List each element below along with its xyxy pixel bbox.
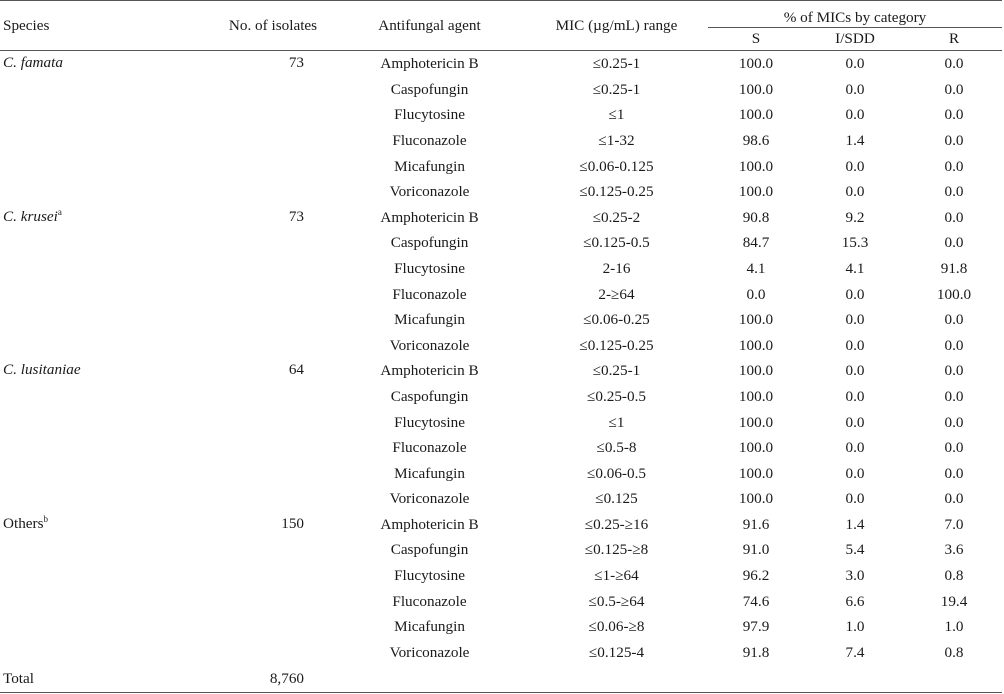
species-name: C. lusitaniae xyxy=(3,361,81,379)
mic-range-cell: ≤0.125-0.25 xyxy=(579,183,654,201)
percent-i-sdd-cell: 1.4 xyxy=(845,515,865,533)
percent-r-cell: 1.0 xyxy=(944,618,964,636)
percent-i-sdd-cell: 0.0 xyxy=(845,55,865,73)
mic-range-cell: ≤1 xyxy=(608,413,625,431)
antifungal-agent-cell: Micafungin xyxy=(394,464,465,482)
percent-r-cell: 3.6 xyxy=(944,541,964,559)
percent-s-cell: 100.0 xyxy=(738,362,774,380)
percent-r-cell: 0.0 xyxy=(944,490,964,508)
percent-s-cell: 91.8 xyxy=(742,643,770,661)
mic-range-cell: ≤0.5-≥64 xyxy=(588,592,645,610)
antifungal-agent-cell: Fluconazole xyxy=(392,439,467,457)
isolates-cell: 73 xyxy=(288,207,304,225)
percent-i-sdd-cell: 9.2 xyxy=(845,208,865,226)
mic-range-cell: ≤0.06-≥8 xyxy=(588,618,645,636)
mic-range-cell: ≤0.125-0.25 xyxy=(579,336,654,354)
mic-range-cell: ≤0.125 xyxy=(595,490,638,508)
table-row xyxy=(0,51,1002,77)
percent-r-cell: 0.0 xyxy=(944,208,964,226)
isolates-cell: 150 xyxy=(281,514,304,532)
empty-cell xyxy=(708,665,804,693)
antifungal-agent-cell: Amphotericin B xyxy=(380,55,479,73)
percent-r-cell: 0.0 xyxy=(944,464,964,482)
species-footnote-marker: b xyxy=(43,513,48,524)
percent-r-cell: 0.0 xyxy=(944,183,964,201)
mic-range-cell: 2-≥64 xyxy=(598,285,635,303)
mic-range-cell: ≤0.125-4 xyxy=(588,643,645,661)
total-label: Total xyxy=(0,665,212,693)
antifungal-agent-cell: Micafungin xyxy=(394,157,465,175)
antifungal-agent-cell: Fluconazole xyxy=(392,131,467,149)
percent-i-sdd-cell: 0.0 xyxy=(845,336,865,354)
mic-range-cell: ≤0.25-1 xyxy=(592,80,641,98)
species-name: Others xyxy=(3,514,44,532)
mic-range-cell: ≤1-≥64 xyxy=(594,567,639,585)
percent-r-cell: 0.0 xyxy=(944,311,964,329)
percent-s-cell: 100.0 xyxy=(738,439,774,457)
mic-range-cell: ≤1 xyxy=(608,106,625,124)
antifungal-agent-cell: Voriconazole xyxy=(389,490,470,508)
mic-range-cell: ≤0.125-0.5 xyxy=(583,234,650,252)
empty-cell xyxy=(334,665,525,693)
percent-s-cell: 100.0 xyxy=(738,183,774,201)
percent-s-cell: 91.0 xyxy=(742,541,770,559)
mic-range-cell: ≤0.25-1 xyxy=(592,362,641,380)
mic-range-cell: ≤0.25-1 xyxy=(592,55,641,73)
percent-s-cell: 96.2 xyxy=(742,567,770,585)
antifungal-agent-cell: Voriconazole xyxy=(389,183,470,201)
percent-s-cell: 98.6 xyxy=(742,131,770,149)
header-s: S xyxy=(751,30,761,48)
percent-i-sdd-cell: 1.4 xyxy=(845,131,865,149)
percent-r-cell: 0.0 xyxy=(944,387,964,405)
percent-r-cell: 0.0 xyxy=(944,55,964,73)
percent-s-cell: 97.9 xyxy=(742,618,770,636)
percent-i-sdd-cell: 6.6 xyxy=(845,592,865,610)
species-cell xyxy=(0,358,212,512)
percent-r-cell: 0.0 xyxy=(944,106,964,124)
percent-i-sdd-cell: 0.0 xyxy=(845,183,865,201)
header-agent: Antifungal agent xyxy=(378,16,481,34)
percent-i-sdd-cell: 0.0 xyxy=(845,285,865,303)
header-i-sdd: I/SDD xyxy=(835,30,875,48)
table-body xyxy=(0,51,1002,693)
percent-s-cell: 100.0 xyxy=(738,311,774,329)
antifungal-agent-cell: Micafungin xyxy=(394,311,465,329)
percent-r-cell: 0.0 xyxy=(944,234,964,252)
percent-i-sdd-cell: 5.4 xyxy=(845,541,865,559)
percent-i-sdd-cell: 4.1 xyxy=(845,259,865,277)
percent-i-sdd-cell: 1.0 xyxy=(845,618,865,636)
antifungal-agent-cell: Fluconazole xyxy=(392,592,467,610)
mic-range-cell: ≤0.06-0.25 xyxy=(583,311,650,329)
percent-s-cell: 100.0 xyxy=(738,387,774,405)
antifungal-agent-cell: Flucytosine xyxy=(394,413,465,431)
antifungal-agent-cell: Voriconazole xyxy=(389,336,470,354)
table-row xyxy=(0,358,1002,384)
species-cell xyxy=(0,205,212,359)
percent-i-sdd-cell: 0.0 xyxy=(845,413,865,431)
percent-r-cell: 0.0 xyxy=(944,336,964,354)
percent-s-cell: 100.0 xyxy=(738,413,774,431)
mic-range-cell: ≤1-32 xyxy=(598,131,635,149)
antifungal-agent-cell: Flucytosine xyxy=(394,567,465,585)
percent-r-cell: 100.0 xyxy=(936,285,972,303)
percent-r-cell: 0.0 xyxy=(944,362,964,380)
total-row xyxy=(0,665,1002,693)
table-header xyxy=(0,1,1002,51)
isolates-cell: 64 xyxy=(288,361,304,379)
header-species: Species xyxy=(3,16,50,34)
mic-range-cell: ≤0.25-≥16 xyxy=(584,515,649,533)
percent-s-cell: 100.0 xyxy=(738,157,774,175)
mic-range-cell: ≤0.5-8 xyxy=(596,439,637,457)
species-footnote-marker: a xyxy=(57,206,62,217)
percent-i-sdd-cell: 3.0 xyxy=(845,567,865,585)
percent-i-sdd-cell: 0.0 xyxy=(845,157,865,175)
percent-i-sdd-cell: 15.3 xyxy=(841,234,869,252)
species-cell xyxy=(0,512,212,666)
antifungal-agent-cell: Amphotericin B xyxy=(380,208,479,226)
percent-s-cell: 100.0 xyxy=(738,336,774,354)
percent-s-cell: 74.6 xyxy=(742,592,770,610)
mic-range-cell: 2-16 xyxy=(602,259,631,277)
antifungal-agent-cell: Caspofungin xyxy=(390,541,469,559)
percent-i-sdd-cell: 7.4 xyxy=(845,643,865,661)
species-name: C. krusei xyxy=(3,207,58,225)
mic-range-cell: ≤0.25-2 xyxy=(592,208,641,226)
header-isolates: No. of isolates xyxy=(228,16,318,34)
percent-i-sdd-cell: 0.0 xyxy=(845,387,865,405)
empty-cell xyxy=(906,665,1002,693)
antifungal-agent-cell: Flucytosine xyxy=(394,259,465,277)
antifungal-agent-cell: Flucytosine xyxy=(394,106,465,124)
header-r: R xyxy=(948,30,960,48)
mic-range-cell: ≤0.25-0.5 xyxy=(587,387,646,405)
header-mic-range: MIC (µg/mL) range xyxy=(555,16,678,34)
percent-r-cell: 0.8 xyxy=(944,643,964,661)
percent-s-cell: 100.0 xyxy=(738,80,774,98)
percent-r-cell: 0.0 xyxy=(944,413,964,431)
percent-s-cell: 4.1 xyxy=(746,259,766,277)
percent-s-cell: 91.6 xyxy=(742,515,770,533)
antifungal-agent-cell: Micafungin xyxy=(394,618,465,636)
mic-range-cell: ≤0.06-0.125 xyxy=(579,157,654,175)
percent-s-cell: 84.7 xyxy=(742,234,770,252)
isolates-cell: 73 xyxy=(288,54,304,71)
empty-cell xyxy=(804,665,906,693)
percent-s-cell: 100.0 xyxy=(738,490,774,508)
table-row xyxy=(0,205,1002,231)
percent-r-cell: 0.0 xyxy=(944,157,964,175)
percent-s-cell: 100.0 xyxy=(738,464,774,482)
mic-range-cell: ≤0.06-0.5 xyxy=(587,464,646,482)
species-name: C. famata xyxy=(3,54,63,71)
percent-r-cell: 7.0 xyxy=(944,515,964,533)
percent-i-sdd-cell: 0.0 xyxy=(845,439,865,457)
percent-r-cell: 0.0 xyxy=(944,80,964,98)
percent-i-sdd-cell: 0.0 xyxy=(845,362,865,380)
antifungal-agent-cell: Caspofungin xyxy=(390,80,469,98)
percent-s-cell: 90.8 xyxy=(742,208,770,226)
antifungal-agent-cell: Fluconazole xyxy=(392,285,467,303)
percent-r-cell: 0.8 xyxy=(944,567,964,585)
percent-i-sdd-cell: 0.0 xyxy=(845,490,865,508)
antifungal-agent-cell: Caspofungin xyxy=(390,387,469,405)
percent-i-sdd-cell: 0.0 xyxy=(845,80,865,98)
percent-r-cell: 0.0 xyxy=(944,439,964,457)
mic-range-cell: ≤0.125-≥8 xyxy=(584,541,649,559)
antifungal-agent-cell: Caspofungin xyxy=(390,234,469,252)
total-isolates: 8,760 xyxy=(212,665,334,693)
species-cell xyxy=(0,51,212,205)
antifungal-agent-cell: Amphotericin B xyxy=(380,515,479,533)
antifungal-agent-cell: Voriconazole xyxy=(389,643,470,661)
percent-r-cell: 91.8 xyxy=(940,259,968,277)
percent-i-sdd-cell: 0.0 xyxy=(845,464,865,482)
percent-s-cell: 100.0 xyxy=(738,55,774,73)
percent-i-sdd-cell: 0.0 xyxy=(845,106,865,124)
percent-i-sdd-cell: 0.0 xyxy=(845,311,865,329)
percent-r-cell: 0.0 xyxy=(944,131,964,149)
header-category-group: % of MICs by category xyxy=(708,1,1002,28)
table-row xyxy=(0,512,1002,538)
percent-r-cell: 19.4 xyxy=(940,592,968,610)
percent-s-cell: 0.0 xyxy=(746,285,766,303)
empty-cell xyxy=(525,665,708,693)
antifungal-agent-cell: Amphotericin B xyxy=(380,362,479,380)
percent-s-cell: 100.0 xyxy=(738,106,774,124)
